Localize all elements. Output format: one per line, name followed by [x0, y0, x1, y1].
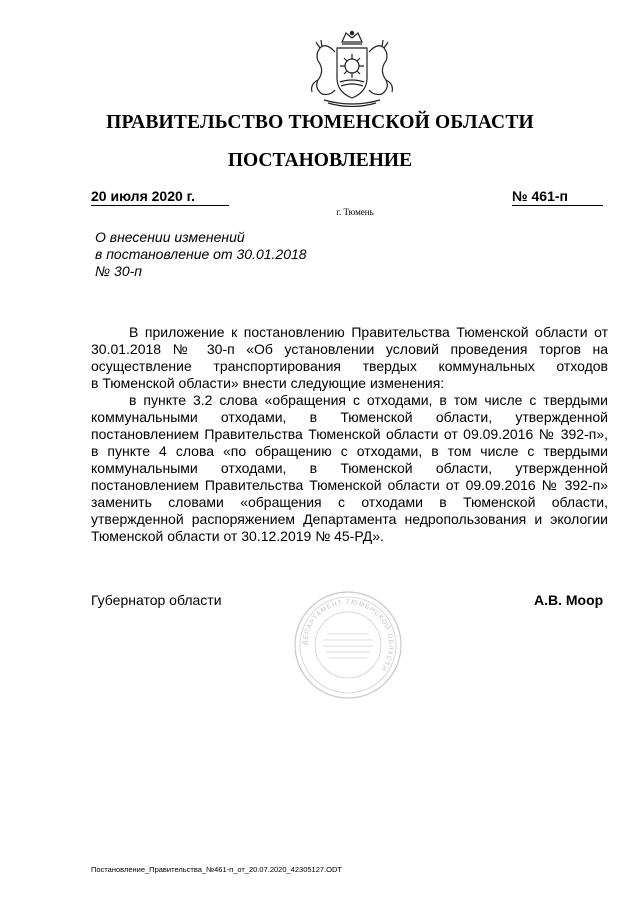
document-number: № 461-п — [512, 188, 603, 206]
subject-line: О внесении изменений — [95, 229, 245, 245]
body-line: постановлением Правительства Тюменской области от 09.09.2016 № 392-п» — [91, 477, 608, 493]
body-line: Тюменской области от 30.12.2019 № 45-РД». — [91, 528, 384, 544]
document-date: 20 июля 2020 г. — [91, 188, 229, 206]
document-city: г. Тюмень — [336, 207, 374, 217]
body-line: утвержденной распоряжением Департамента недропользования и экологии — [91, 511, 608, 527]
body-line: коммунальными отходами, в Тюменской области, утвержденной — [91, 409, 608, 425]
paragraph-1 — [91, 324, 608, 392]
signatory-position: Губернатор области — [91, 592, 222, 608]
paragraph-2 — [91, 392, 608, 545]
document-body — [91, 324, 608, 545]
svg-text:ДЕПАРТАМЕНТ ТЮМЕНСКОЙ ОБЛАСТИ — [302, 599, 394, 673]
body-line: в Тюменской области» внести следующие изменения: — [91, 375, 445, 391]
government-title: ПРАВИТЕЛЬСТВО ТЮМЕНСКОЙ ОБЛАСТИ — [106, 112, 534, 133]
body-line: в пункте 3.2 слова «обращения с отходами, в том числе с твердыми — [129, 392, 608, 408]
body-line: коммунальными отходами, в Тюменской области, утвержденной — [91, 460, 608, 476]
footer-filename: Постановление_Правительства_№461-п_от_20.07.2020_42305127.ODT — [91, 865, 342, 874]
body-line: постановлением Правительства Тюменской области от 09.09.2016 № 392-п», — [91, 426, 608, 442]
coat-of-arms-emblem — [302, 30, 402, 108]
signatory-name: А.В. Моор — [534, 592, 604, 608]
document-subject — [95, 229, 307, 280]
body-line: осуществление транспортирования твердых коммунальных отходов — [91, 358, 608, 374]
body-line: в пункте 4 слова «по обращению с отходами, в том числе с твердыми — [91, 443, 608, 459]
official-seal-stamp — [293, 590, 403, 700]
document-type-title: ПОСТАНОВЛЕНИЕ — [227, 150, 413, 171]
seal-text: ДЕПАРТАМЕНТ ТЮМЕНСКОЙ ОБЛАСТИ — [301, 598, 395, 673]
subject-line: в постановление от 30.01.2018 — [95, 246, 307, 262]
body-line: В приложение к постановлению Правительства Тюменской области от — [129, 324, 608, 340]
subject-line: № 30-п — [95, 263, 142, 279]
body-line: 30.01.2018 № 30-п «Об установлении условий проведения торгов на — [91, 341, 608, 357]
body-line: заменить словами «обращения с отходами в Тюменской области, — [91, 494, 608, 510]
